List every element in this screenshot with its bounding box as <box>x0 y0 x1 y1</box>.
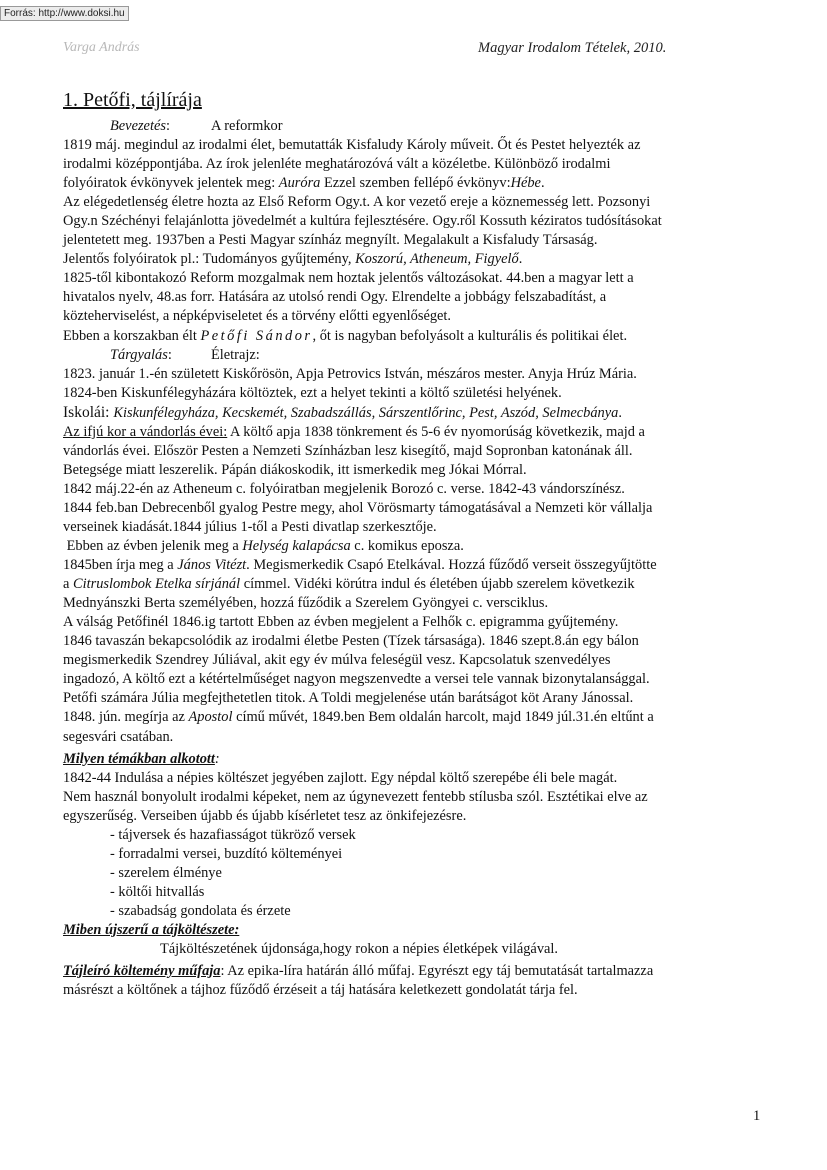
paragraph-line: Nem használ bonyolult irodalmi képeket, nem az úgynevezett fentebb stílusba szól. Esztétikai elve az <box>63 788 648 805</box>
paragraph-line: Az ifjú kor a vándorlás évei: A költő apja 1838 tönkrement és 5-6 év nyomorúság következik, majd a <box>63 423 645 440</box>
paragraph-line: Jelentős folyóiratok pl.: Tudományos gyűjtemény, Koszorú, Atheneum, Figyelő. <box>63 251 523 268</box>
source-label: Forrás: http://www.doksi.hu <box>0 6 129 21</box>
paragraph-line: 1848. jún. megírja az Apostol című művét, 1849.ben Bem oldalán harcolt, majd 1849 júl.31.én eltűnt a <box>63 709 654 726</box>
paragraph-line: jelentetett meg. 1937ben a Pesti Magyar színház megnyílt. Megalakult a Kisfaludy Társaság. <box>63 232 598 249</box>
paragraph-line: A válság Petőfinél 1846.ig tartott Ebben az évben megjelent a Felhők c. epigramma gyűjtemény. <box>63 614 619 631</box>
list-item: - költői hitvallás <box>110 883 205 900</box>
paragraph-line: Ebben az évben jelenik meg a Helység kalapácsa c. komikus eposza. <box>63 538 464 555</box>
paragraph-line: másrészt a költőnek a tájhoz fűződő érzéseit a táj hatására keletkezett gondolatát tárja fel. <box>63 982 578 999</box>
paragraph-line: Iskolái: Kiskunfélegyháza, Kecskemét, Szabadszállás, Sárszentlőrinc, Pest, Aszód, Selmecbánya. <box>63 403 622 421</box>
intro-topic: A reformkor <box>211 118 283 134</box>
document-body <box>63 117 768 1000</box>
body-label: Tárgyalás <box>110 346 168 363</box>
title-number: 1. <box>63 89 78 111</box>
paragraph-line: 1845ben írja meg a János Vitézt. Megismerkedik Csapó Etelkával. Hozzá fűződő verseit összegyűjtötte <box>63 557 657 574</box>
genre-heading: Tájleíró költemény műfaja <box>63 963 221 980</box>
paragraph-line: folyóiratok évkönyvek jelentek meg: Auróra Ezzel szemben fellépő évkönyv:Hébe. <box>63 175 545 192</box>
paragraph-line: megismerkedik Szendrey Júliával, akit egy év múlva feleségül vesz. Kapcsolatuk szenvedélyes <box>63 652 611 669</box>
paragraph-line: 1825-től kibontakozó Reform mozgalmak nem hoztak jelentős változásokat. 44.ben a magyar lett a <box>63 270 634 287</box>
paragraph-line: Ebben a korszakban élt Petőfi Sándor, őt is nagyban befolyásolt a kulturális és politikai élet. <box>63 327 628 344</box>
header-title: Magyar Irodalom Tételek, 2010. <box>478 40 667 56</box>
themes-heading: Milyen témákban alkotott: <box>63 750 220 767</box>
paragraph-line: verseinek kiadását.1844 július 1-től a Pesti divatlap szerkesztője. <box>63 518 437 535</box>
paragraph-line: hivatalos nyelv, 48.as forr. Hatására az utolsó rendi Ogy. Elrendelte a jobbágy felszabadítást, a <box>63 289 607 306</box>
paragraph-line: Az elégedetlenség életre hozta az Első Reform Ogy.t. A kor vezető ereje a köznemesség lett. Pozsonyi <box>63 194 651 211</box>
list-item: - szerelem élménye <box>110 864 222 881</box>
paragraph-line: 1819 máj. megindul az irodalmi élet, bemutatták Kisfaludy Károly műveit. Őt és Pestet helyezték az <box>63 137 641 154</box>
list-item: - forradalmi versei, buzdító költeményei <box>110 845 343 862</box>
page-number: 1 <box>753 1108 761 1124</box>
body-topic: Életrajz: <box>211 346 260 363</box>
body-heading <box>63 346 768 365</box>
title-text: Petőfi, tájlírája <box>83 89 202 111</box>
paragraph-line: 1823. január 1.-én született Kiskőrösön, Apja Petrovics István, mészáros mester. Anyja Hrúz Mária. <box>63 365 637 382</box>
paragraph-line: segesvári csatában. <box>63 728 174 745</box>
list-item: - szabadság gondolata és érzete <box>110 902 291 919</box>
paragraph-line: 1846 tavaszán bekapcsolódik az irodalmi életbe Pesten (Tízek társasága). 1846 szept.8.án egy bálon <box>63 633 639 650</box>
paragraph-line: Ogy.n Széchényi felajánlotta jövedelmét a kultúra fejlesztésére. Ogy.ről Kossuth kéziratos tudósításokat <box>63 213 662 230</box>
page-title <box>63 89 202 112</box>
paragraph-line: Mednyánszki Berta személyében, hozzá fűződik a Szerelem Gyöngyei c. versciklus. <box>63 595 549 612</box>
genre-line: Tájleíró költemény műfaja: Az epika-líra határán álló műfaj. Egyrészt egy táj bemutatását tartalmazza <box>63 963 654 980</box>
paragraph-line: ingadozó, A költő ezt a kétértelműséget nagyon megszenvedte a versei tele vannak bizonytalansággal. <box>63 671 650 688</box>
list-item: - tájversek és hazafiasságot tükröző versek <box>110 826 356 843</box>
paragraph-line: egyszerűség. Verseiben újabb és újabb kísérletet tesz az önkifejezésre. <box>63 807 467 824</box>
paragraph-line: a Citruslombok Etelka sírjánál címmel. Vidéki körútra indul és életében újabb szerelem következik <box>63 576 635 593</box>
paragraph-line: 1842-44 Indulása a népies költészet jegyében zajlott. Egy népdal költő szerepébe éli bele magát. <box>63 769 618 786</box>
paragraph-line: közteherviselést, a népképviseletet és a törvény előtti egyenlőséget. <box>63 308 452 325</box>
paragraph-line: 1842 máj.22-én az Atheneum c. folyóiratban megjelenik Borozó c. verse. 1842-43 vándorszínész. <box>63 480 625 497</box>
novelty-heading: Miben újszerű a tájköltészete: <box>63 921 240 938</box>
paragraph-line: 1824-ben Kiskunfélegyházára költöztek, ezt a helyet tekinti a költő születési helyének. <box>63 384 562 401</box>
paragraph-line: vándorlás évei. Először Pesten a Nemzeti Színházban lesz kisegítő, majd Sopronban katonának áll. <box>63 442 633 459</box>
paragraph-line: irodalmi középpontjába. Az írok jelenléte meghatározóvá vált a közéletbe. Különböző irodalmi <box>63 156 611 173</box>
body-colon: : <box>167 346 172 363</box>
intro-label: Bevezetés <box>110 118 166 134</box>
novelty-text: Tájköltészetének újdonsága,hogy rokon a népies életképek világával. <box>160 941 558 958</box>
intro-heading <box>63 117 768 136</box>
paragraph-line: Petőfi számára Júlia megfejthetetlen titok. A Toldi megjelenése után barátságot köt Arany Jánossal. <box>63 690 634 707</box>
intro-colon: : <box>165 118 170 134</box>
header-author: Varga András <box>63 40 140 55</box>
paragraph-line: 1844 feb.ban Debrecenből gyalog Pestre megy, ahol Vörösmarty támogatásával a Nemzeti kör vállalja <box>63 499 653 516</box>
paragraph-line: Betegsége miatt leszerelik. Pápán diákoskodik, itt ismerkedik meg Jókai Mórral. <box>63 461 527 478</box>
